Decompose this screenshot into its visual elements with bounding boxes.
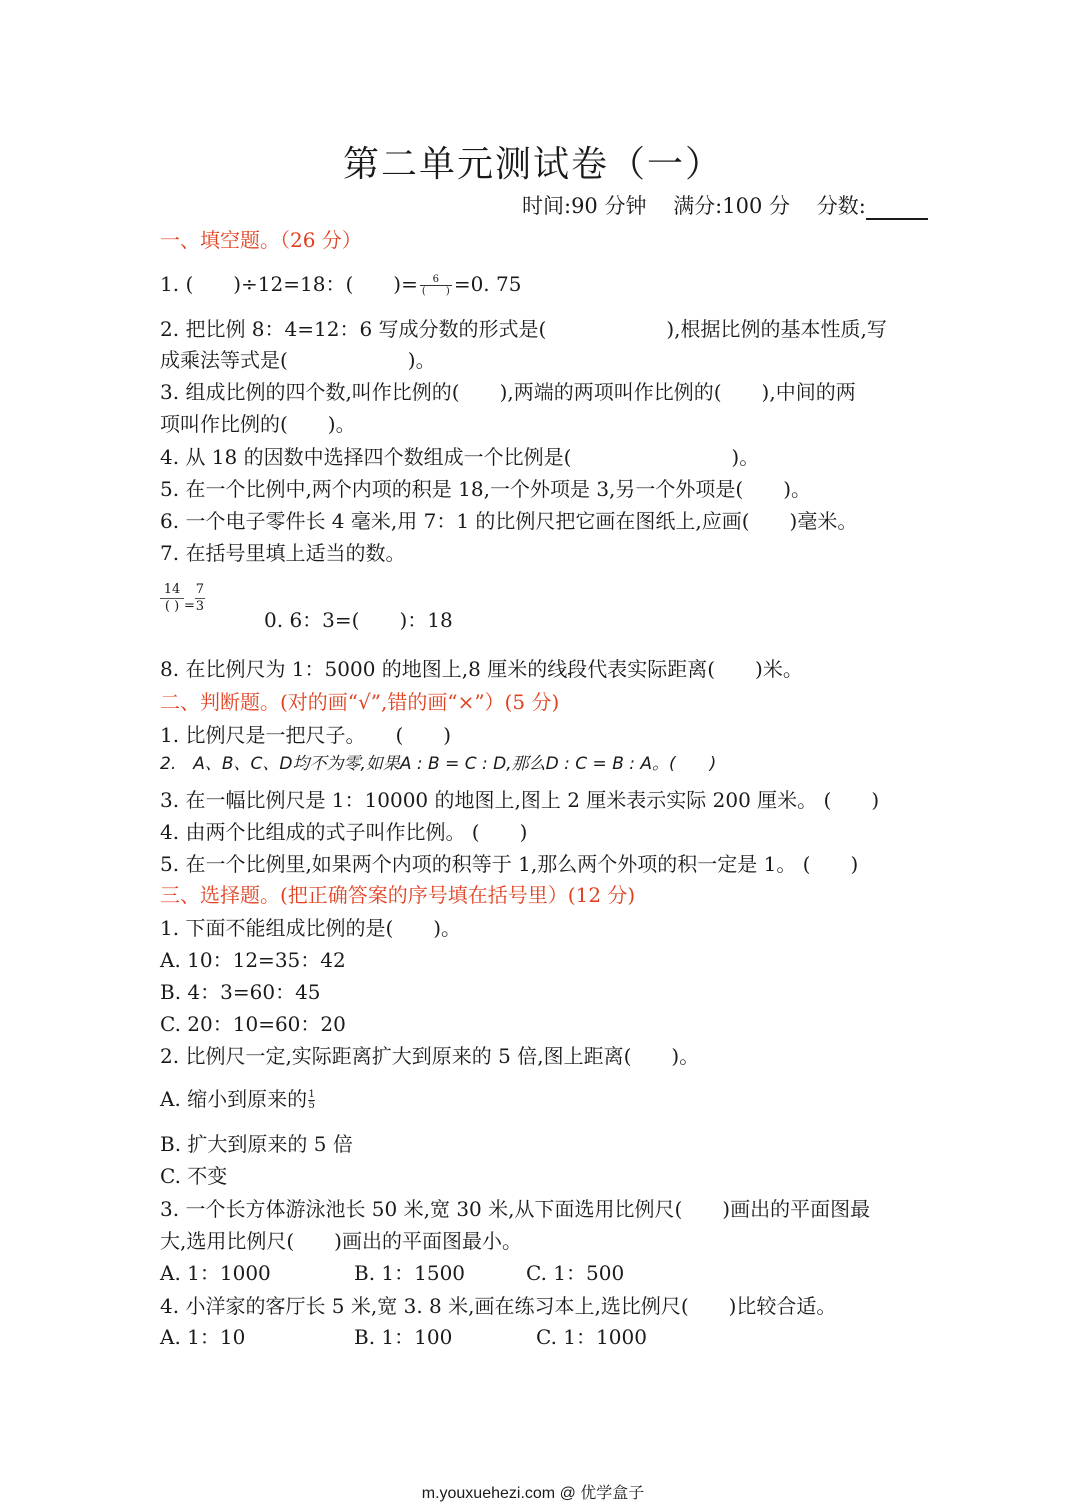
option-3-2c: C. 不变 xyxy=(160,1164,228,1188)
time-limit: 时间:90 分钟 xyxy=(522,194,647,218)
option-3-3b: B. 1：1500 xyxy=(354,1261,466,1285)
question-3-1: 1. 下面不能组成比例的是( )。 xyxy=(160,916,462,940)
question-1-7b: 0. 6：3=( )：18 xyxy=(264,608,453,632)
exam-meta xyxy=(522,190,928,220)
q7-f1-num: 14 xyxy=(163,582,181,597)
question-2-5: 5. 在一个比例里,如果两个内项的积等于 1,那么两个外项的积一定是 1。 ( ) xyxy=(160,852,859,876)
question-1-2b: 成乘法等式是( )。 xyxy=(160,348,436,372)
q7-fraction-left xyxy=(160,582,184,615)
question-3-4: 4. 小洋家的客厅长 5 米,宽 3. 8 米,画在练习本上,选比例尺( )比较合适。 xyxy=(160,1294,837,1318)
q7-fraction-right xyxy=(195,582,205,615)
question-1-6: 6. 一个电子零件长 4 毫米,用 7：1 的比例尺把它画在图纸上,应画( )毫米。 xyxy=(160,509,858,533)
option-3-4c: C. 1：1000 xyxy=(536,1325,647,1349)
option-3-2a-text: A. 缩小到原来的 xyxy=(160,1087,308,1111)
q1-frac-den: ( ) xyxy=(421,286,450,297)
page-title: 第二单元测试卷（一） xyxy=(342,144,723,185)
question-1-7: 7. 在括号里填上适当的数。 xyxy=(160,541,406,565)
question-2-4: 4. 由两个比组成的式子叫作比例。 ( ) xyxy=(160,820,528,844)
frac-num: 1 xyxy=(308,1089,315,1100)
question-1-4: 4. 从 18 的因数中选择四个数组成一个比例是( )。 xyxy=(160,445,760,469)
section-header-multiple-choice: 三、选择题。(把正确答案的序号填在括号里）(12 分) xyxy=(160,883,636,907)
question-2-2: 2. A、B、C、D均不为零,如果A : B = C : D,那么D : C = B : A。( ) xyxy=(160,754,717,774)
q7-equals: = xyxy=(184,598,195,614)
question-3-3b: 大,选用比例尺( )画出的平面图最小。 xyxy=(160,1229,522,1253)
option-3-3c: C. 1：500 xyxy=(526,1261,625,1285)
question-2-1: 1. 比例尺是一把尺子。 ( ) xyxy=(160,723,452,747)
option-3-1b: B. 4：3=60：45 xyxy=(160,980,321,1004)
question-1-7-fraction xyxy=(160,582,205,615)
q7-f1-den: ( ) xyxy=(164,599,180,614)
option-3-2b: B. 扩大到原来的 5 倍 xyxy=(160,1132,353,1156)
score-label: 分数: xyxy=(816,194,866,218)
option-3-3a: A. 1：1000 xyxy=(160,1261,271,1285)
question-1-2a: 2. 把比例 8：4=12：6 写成分数的形式是( ),根据比例的基本性质,写 xyxy=(160,317,887,341)
q1-frac-num: 6 xyxy=(432,274,440,285)
score-blank xyxy=(866,198,928,220)
question-1-1 xyxy=(160,268,521,297)
option-3-1c: C. 20：10=60：20 xyxy=(160,1012,346,1036)
question-1-3b: 项叫作比例的( )。 xyxy=(160,412,356,436)
q7-f2-num: 7 xyxy=(195,582,205,597)
option-3-2a xyxy=(160,1083,315,1112)
section-header-true-false: 二、判断题。(对的画“√”,错的画“×”）(5 分) xyxy=(160,690,560,714)
question-1-3a: 3. 组成比例的四个数,叫作比例的( ),两端的两项叫作比例的( ),中间的两 xyxy=(160,380,856,404)
q7-f2-den: 3 xyxy=(195,599,205,614)
question-3-3a: 3. 一个长方体游泳池长 50 米,宽 30 米,从下面选用比例尺( )画出的平面图最 xyxy=(160,1197,871,1221)
q1-post: =0. 75 xyxy=(453,272,522,296)
q1-pre: 1. ( )÷12=18：( )= xyxy=(160,272,418,296)
question-1-8: 8. 在比例尺为 1：5000 的地图上,8 厘米的线段代表实际距离( )米。 xyxy=(160,657,803,681)
option-3-4a: A. 1：10 xyxy=(160,1325,246,1349)
question-3-2: 2. 比例尺一定,实际距离扩大到原来的 5 倍,图上距离( )。 xyxy=(160,1044,700,1068)
option-3-4b: B. 1：100 xyxy=(354,1325,453,1349)
option-3-1a: A. 10：12=35：42 xyxy=(160,948,346,972)
full-score: 满分:100 分 xyxy=(673,194,791,218)
frac-den: 5 xyxy=(308,1100,315,1111)
section-header-fill-blank: 一、填空题。（26 分） xyxy=(160,228,362,252)
option-3-2a-fraction xyxy=(308,1090,315,1111)
question-2-3: 3. 在一幅比例尺是 1：10000 的地图上,图上 2 厘米表示实际 200 厘米。 ( ) xyxy=(160,788,880,812)
question-1-5: 5. 在一个比例中,两个内项的积是 18,一个外项是 3,另一个外项是( )。 xyxy=(160,477,812,501)
footer-watermark: m.youxuehezi.com @ 优学盒子 xyxy=(421,1485,645,1502)
q1-fraction xyxy=(420,274,452,297)
